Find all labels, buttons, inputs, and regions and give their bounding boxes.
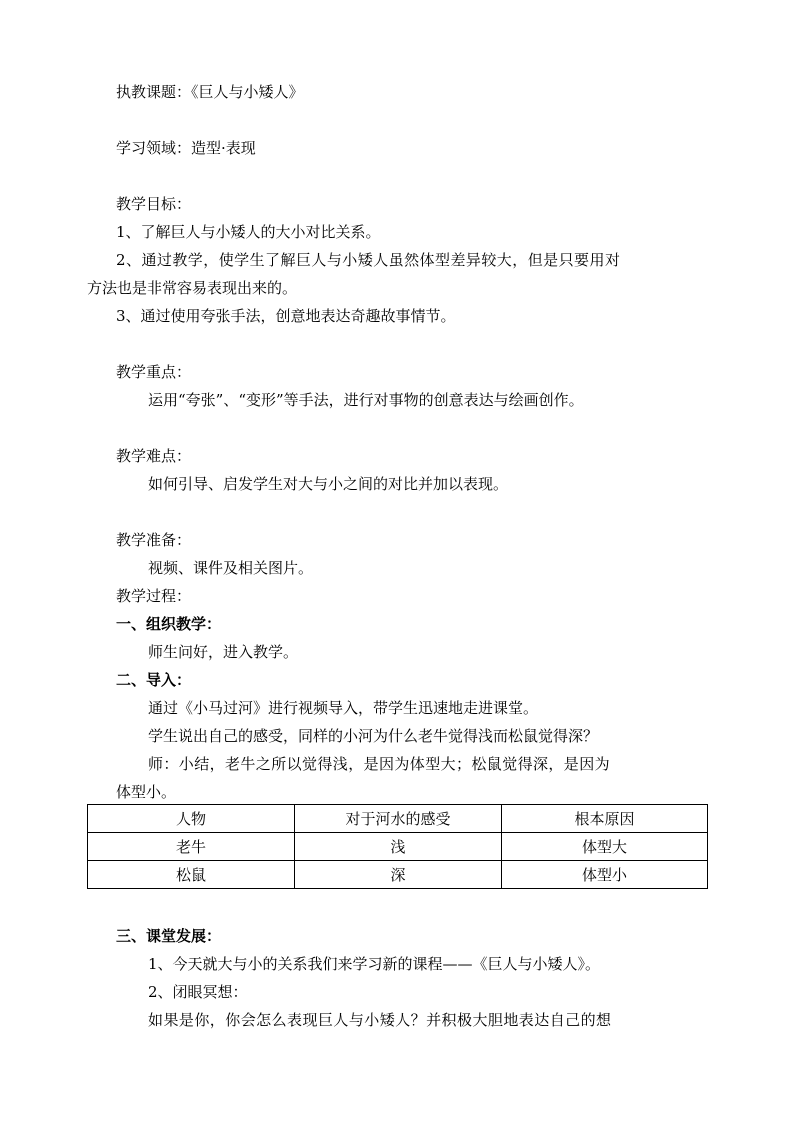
process-heading: 教学过程： [116,587,192,605]
objective-item: 3、通过使用夸张手法，创意地表达奇趣故事情节。 [116,307,456,325]
section-text: 师生问好，进入教学。 [148,643,299,661]
table-header-row [88,805,708,833]
learning-domain: 学习领域：造型·表现 [116,139,256,157]
preparation-heading: 教学准备： [116,531,192,549]
table-cell: 体型小 [502,861,708,889]
preparation-text: 视频、课件及相关图片。 [148,559,314,577]
table-row [88,861,708,889]
objective-item: 2、通过教学，使学生了解巨人与小矮人虽然体型差异较大，但是只要用对 [116,251,621,269]
table-cell: 松鼠 [88,861,295,889]
table-cell: 浅 [295,833,502,861]
section-line: 2、闭眼冥想： [148,983,248,1001]
difficulties-heading: 教学难点： [116,447,192,465]
table-cell: 深 [295,861,502,889]
section-line: 学生说出自己的感受，同样的小河为什么老牛觉得浅而松鼠觉得深？ [148,727,599,745]
objective-item-continued: 方法也是非常容易表现出来的。 [87,279,298,297]
table-header-cell: 人物 [88,805,295,833]
table-cell: 老牛 [88,833,295,861]
section-line: 如果是你，你会怎么表现巨人与小矮人？并积极大胆地表达自己的想 [148,1011,612,1029]
section-line: 通过《小马过河》进行视频导入，带学生迅速地走进课堂。 [148,699,539,717]
difficulties-text: 如何引导、启发学生对大与小之间的对比并加以表现。 [148,475,509,493]
objective-item: 1、了解巨人与小矮人的大小对比关系。 [116,223,381,241]
objectives-heading: 教学目标： [116,195,192,213]
key-points-heading: 教学重点： [116,363,192,381]
section-heading: 二、导入： [116,671,192,689]
section-line: 师：小结，老牛之所以觉得浅，是因为体型大；松鼠觉得深，是因为 [148,755,611,773]
section-line: 1、今天就大与小的关系我们来学习新的课程——《巨人与小矮人》。 [148,955,601,973]
comparison-table [87,804,708,889]
section-heading: 三、课堂发展： [116,927,222,945]
key-points-text: 运用“夸张”、“变形”等手法，进行对事物的创意表达与绘画创作。 [148,391,584,409]
table-header-cell: 对于河水的感受 [295,805,502,833]
section-line: 体型小。 [116,783,177,801]
lesson-title: 执教课题：《巨人与小矮人》 [116,83,304,101]
table-row [88,833,708,861]
table-header-cell: 根本原因 [502,805,708,833]
table-cell: 体型大 [502,833,708,861]
section-heading: 一、组织教学： [116,615,222,633]
